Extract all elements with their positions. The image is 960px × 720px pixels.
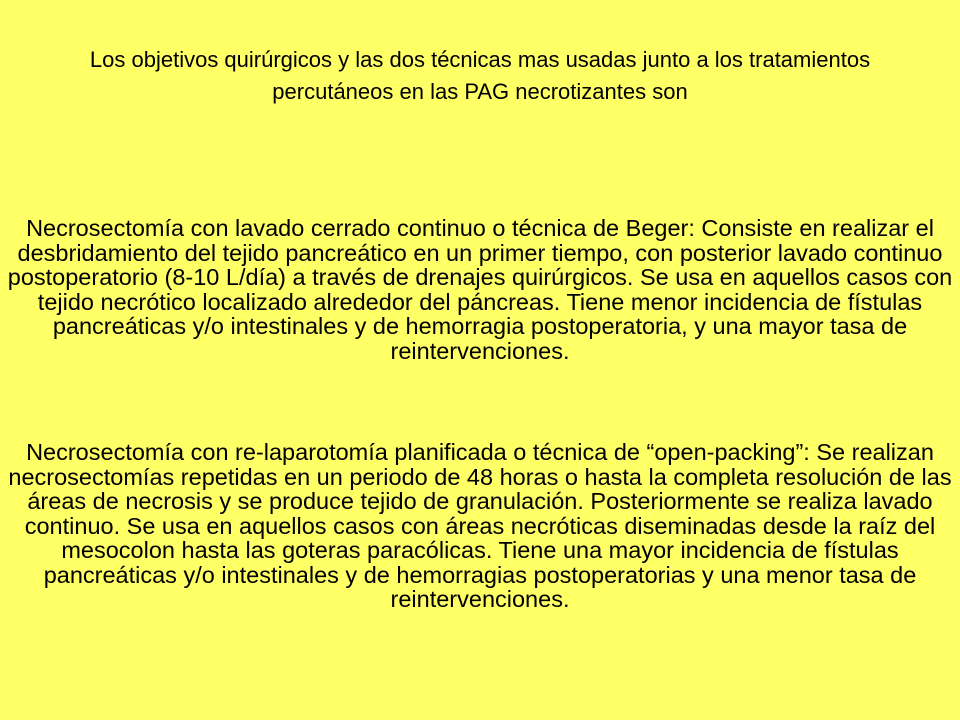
slide-title: Los objetivos quirúrgicos y las dos técnicas mas usadas junto a los tratamientos percutáneos en las PAG necrotizantes son (89, 47, 871, 104)
paragraph-open-packing-technique: Necrosectomía con re-laparotomía planificada o técnica de “open-packing”: Se realizan necrosectomías repetidas en un periodo de 48 horas o hasta la completa resolución de las áreas de necrosis y se produce tejido de granulación. Posteriormente se realiza lavado continuo. Se usa en aquellos casos con áreas necróticas diseminadas desde la raíz del mesocolon hasta las goteras paracólicas. Tiene una mayor incidencia de fístulas pancreáticas y/o intestinales y de hemorragias postoperatorias y una menor tasa de reintervenciones. (8, 439, 952, 612)
paragraph-beger-technique: Necrosectomía con lavado cerrado continuo o técnica de Beger: Consiste en realizar el desbridamiento del tejido pancreático en un primer tiempo, con posterior lavado continuo postoperatorio (8-10 L/día) a través de drenajes quirúrgicos. Se usa en aquellos casos con tejido necrótico localizado alrededor del páncreas. Tiene menor incidencia de fístulas pancreáticas y/o intestinales y de hemorragia postoperatoria, y una mayor tasa de reintervenciones. (7, 215, 953, 364)
